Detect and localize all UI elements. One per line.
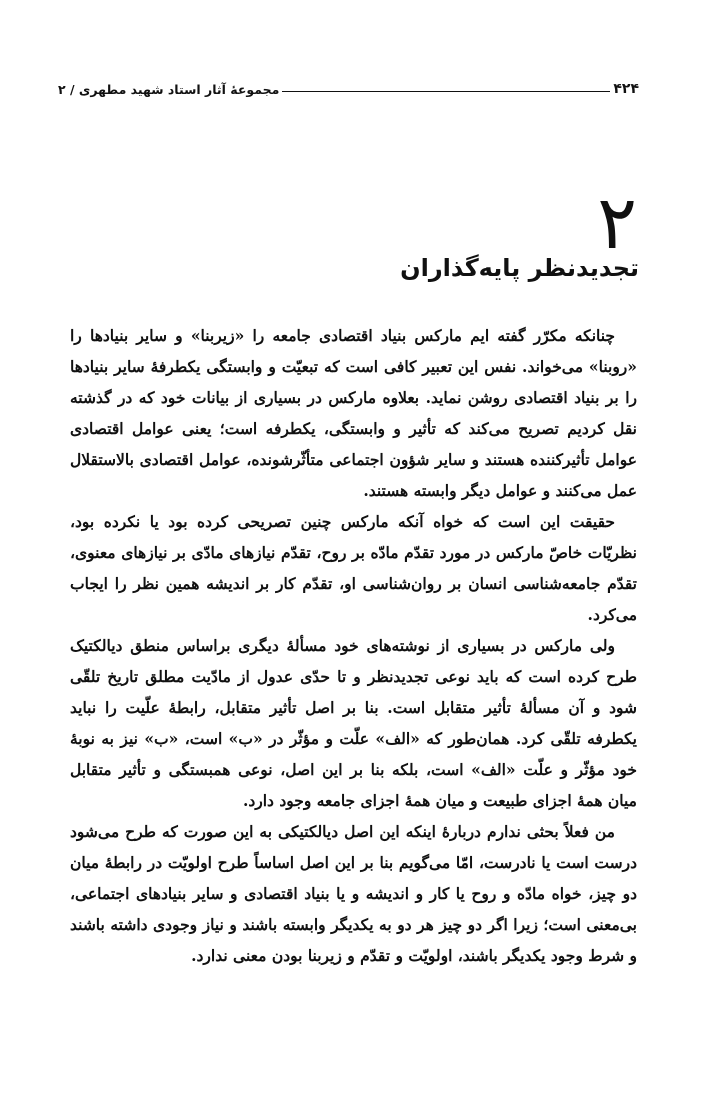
paragraph: ولی مارکس در بسیاری از نوشته‌های خود مسألهٔ دیگری براساس منطق دیالکتیک طرح کرده است که باید نوعی تجدیدنظر و تا حدّی عدول از مادّیت مطلق تاریخ تلقّی شود و آن مسألهٔ تأثیر متقابل است. بنا بر اصل تأثیر متقابل، رابطهٔ علّیت را نباید یکطرفه تلقّی کرد. همان‌طور که «الف» علّت و مؤثّر در «ب» است، «ب» نیز به نوبهٔ خود مؤثّر و علّت «الف» است، بلکه بنا بر این اصل، نوعی همبستگی و تأثیر متقابل میان همهٔ اجزای طبیعت و میان همهٔ اجزای جامعه وجود دارد. [70,636,637,810]
chapter-title: تجدیدنظر پایه‌گذاران [400,254,639,282]
page-number: ۴۲۴ [613,81,639,97]
paragraph: چنانکه مکرّر گفته ایم مارکس بنیاد اقتصادی جامعه را «زیربنا» و سایر بنیادها را «روبنا» می‌خواند. نفس این تعبیر کافی است که تبعیّت و وابستگی یکطرفهٔ سایر بنیادها را بر بنیاد اقتصادی روشن نماید. بعلاوه مارکس در بسیاری از بیانات خود که در گذشته نقل کردیم تصریح می‌کند که تأثیر و وابستگی، یکطرفه است؛ یعنی عوامل اقتصادی عوامل تأثیرکننده هستند و سایر شؤون اجتماعی متأثّرشونده، عوامل اقتصادی بالاستقلال عمل می‌کنند و عوامل دیگر وابسته هستند. [70,326,637,500]
paragraph: حقیقت این است که خواه آنکه مارکس چنین تصریحی کرده بود یا نکرده بود، نظریّات خاصّ مارکس در مورد تقدّم مادّه بر روح، تقدّم نیازهای مادّی بر نیازهای معنوی، تقدّم جامعه‌شناسی انسان بر روان‌شناسی او، تقدّم کار بر اندیشه همین نظر را ایجاب می‌کرد. [70,512,637,624]
header-rule [282,91,610,92]
running-title: مجموعهٔ آثار استاد شهید مطهری / ۲ [58,81,280,97]
running-header [58,78,639,100]
body-text [70,320,637,971]
chapter-number: ۲ [597,180,637,266]
paragraph: من فعلاً بحثی ندارم دربارهٔ اینکه این اصل دیالکتیکی به این صورت که طرح می‌شود درست است یا نادرست، امّا می‌گویم بنا بر این اصل اساساً طرح اولویّت در رابطهٔ میان دو چیز، خواه مادّه و روح یا کار و اندیشه و یا بنیاد اقتصادی و سایر بنیادهای اجتماعی، بی‌معنی است؛ زیرا اگر دو چیز هر دو به یکدیگر وابسته باشند و نیاز وجودی داشته باشند و شرط وجود یکدیگر باشند، اولویّت و تقدّم و زیربنا بودن معنی ندارد. [70,822,637,965]
